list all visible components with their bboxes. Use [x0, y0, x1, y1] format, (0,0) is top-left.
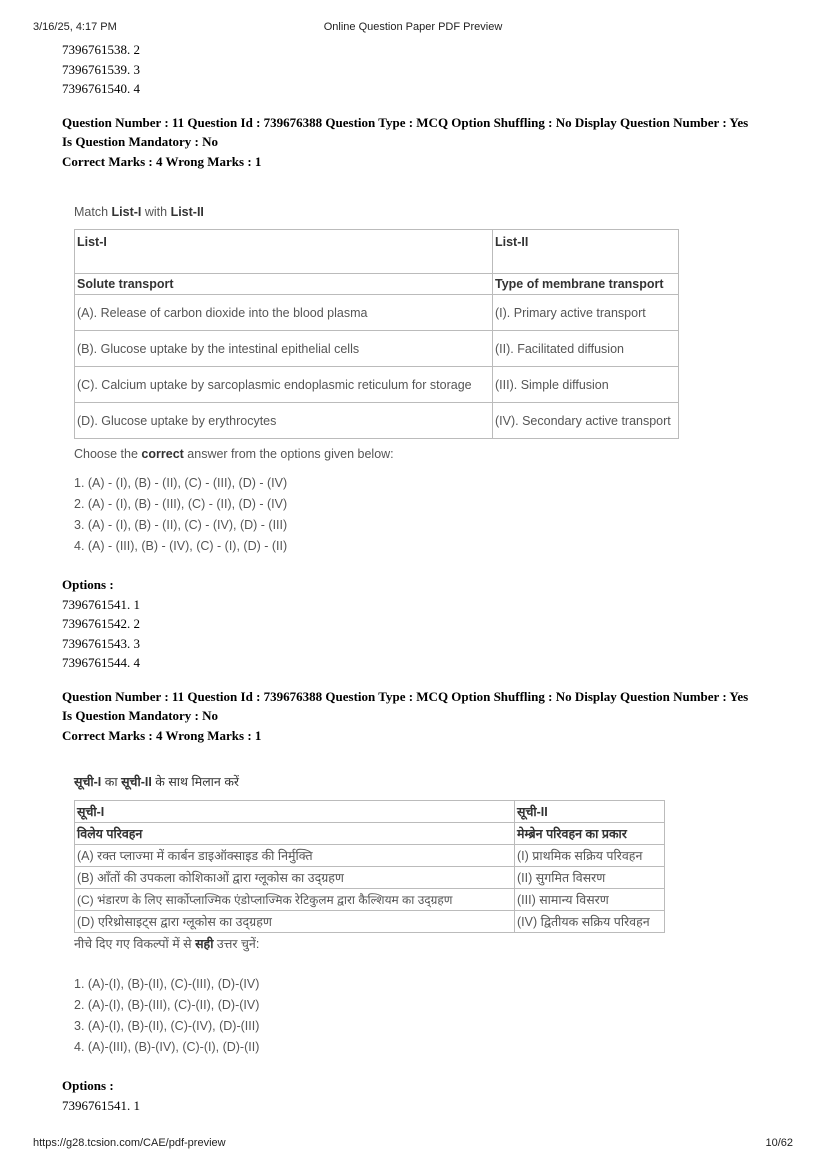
question-mandatory: Is Question Mandatory : No: [62, 708, 219, 723]
page-url: https://g28.tcsion.com/CAE/pdf-preview: [33, 1137, 226, 1149]
answer-choice: 3. (A)-(I), (B)-(II), (C)-(IV), (D)-(III): [74, 1019, 260, 1033]
answer-choice: 2. (A) - (I), (B) - (III), (C) - (II), (D) - (IV): [74, 497, 288, 511]
table-row: (D). Glucose uptake by erythrocytes (IV). Secondary active transport: [75, 403, 679, 439]
answer-choice: 4. (A)-(III), (B)-(IV), (C)-(I), (D)-(II): [74, 1040, 260, 1054]
question-mandatory: Is Question Mandatory : No: [62, 134, 219, 149]
match-table-english: [74, 229, 679, 439]
match-table-hindi: [74, 800, 665, 933]
options-label: Options :: [62, 1078, 114, 1093]
table-row: (C) भंडारण के लिए सार्कोप्लाज्मिक एंडोप्लाज्मिक रेटिकुलम द्वारा कैल्शियम का उद्ग्रहण (III) सामान्य विसरण: [75, 889, 665, 911]
list-ii-header: List-II: [493, 230, 679, 274]
question-image-hindi: [74, 773, 782, 1058]
table-row: (B) आँतों की उपकला कोशिकाओं द्वारा ग्लूकोस का उद्ग्रहण (II) सुगमित विसरण: [75, 867, 665, 889]
table-row: (B). Glucose uptake by the intestinal epithelial cells (II). Facilitated diffusion: [75, 331, 679, 367]
answer-choices: [74, 473, 782, 557]
answer-choice: 1. (A)-(I), (B)-(II), (C)-(III), (D)-(IV): [74, 977, 260, 991]
table-row: (C). Calcium uptake by sarcoplasmic endoplasmic reticulum for storage (III). Simple diffusion: [75, 367, 679, 403]
question-meta: Question Number : 11 Question Id : 739676388 Question Type : MCQ Option Shuffling : No Display Question Number : Yes: [62, 114, 749, 130]
question-marks: Correct Marks : 4 Wrong Marks : 1: [62, 727, 262, 743]
table-row: (D) एरिथ्रोसाइट्स द्वारा ग्लूकोस का उद्ग्रहण (IV) द्वितीयक सक्रिय परिवहन: [75, 911, 665, 933]
list-ii-header: सूची-II: [515, 801, 665, 823]
option-id: 7396761539. 3: [62, 61, 140, 77]
option-id: 7396761541. 1: [62, 596, 140, 612]
option-id: 7396761544. 4: [62, 655, 140, 670]
option-id: 7396761538. 2: [62, 42, 140, 57]
list-i-header: List-I: [75, 230, 493, 274]
question-meta: Question Number : 11 Question Id : 739676388 Question Type : MCQ Option Shuffling : No Display Question Number : Yes: [62, 688, 749, 704]
answer-choice: 4. (A) - (III), (B) - (IV), (C) - (I), (D) - (II): [74, 539, 288, 553]
list-ii-subheader: Type of membrane transport: [493, 274, 679, 295]
page-title: Online Question Paper PDF Preview: [323, 21, 503, 33]
choose-instruction: Choose the correct answer from the options given below:: [74, 447, 394, 461]
question-marks: Correct Marks : 4 Wrong Marks : 1: [62, 153, 262, 169]
question-intro: Match List-I with List-II: [74, 205, 204, 219]
question-image-english: [74, 205, 782, 557]
question-block-hindi: [62, 687, 782, 1116]
list-i-subheader: विलेय परिवहन: [75, 823, 515, 845]
answer-choices: [74, 974, 782, 1058]
previous-options-list: [62, 40, 782, 99]
choose-instruction: नीचे दिए गए विकल्पों में से सही उत्तर चुनें:: [74, 937, 260, 951]
list-ii-subheader: मेम्ब्रेन परिवहन का प्रकार: [515, 823, 665, 845]
table-row: (A). Release of carbon dioxide into the blood plasma (I). Primary active transport: [75, 295, 679, 331]
option-id: 7396761540. 4: [62, 81, 140, 96]
options-label: Options :: [62, 577, 114, 592]
page-number: 10/62: [765, 1137, 793, 1149]
question-paper-content: [62, 40, 782, 1115]
option-id: 7396761542. 2: [62, 616, 140, 631]
answer-choice: 2. (A)-(I), (B)-(III), (C)-(II), (D)-(IV): [74, 998, 260, 1012]
question-intro: सूची-I का सूची-II के साथ मिलान करें: [74, 775, 240, 789]
question-block-english: [62, 113, 782, 673]
answer-choice: 3. (A) - (I), (B) - (II), (C) - (IV), (D) - (III): [74, 518, 288, 532]
list-i-header: सूची-I: [75, 801, 515, 823]
print-datetime: 3/16/25, 4:17 PM: [33, 21, 117, 33]
option-id: 7396761543. 3: [62, 635, 140, 651]
table-row: (A) रक्त प्लाज्मा में कार्बन डाइऑक्साइड की निर्मुक्ति (I) प्राथमिक सक्रिय परिवहन: [75, 845, 665, 867]
list-i-subheader: Solute transport: [75, 274, 493, 295]
option-id: 7396761541. 1: [62, 1097, 140, 1113]
answer-choice: 1. (A) - (I), (B) - (II), (C) - (III), (D) - (IV): [74, 476, 288, 490]
